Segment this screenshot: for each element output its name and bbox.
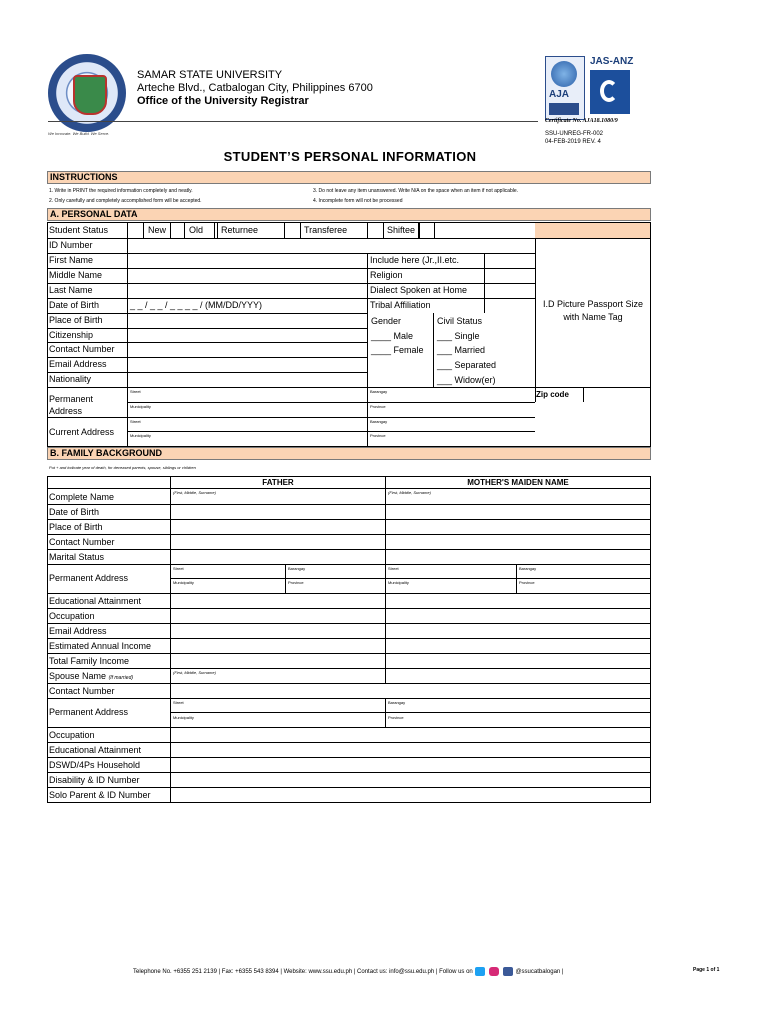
row-line <box>47 534 651 535</box>
jas-anz-label: JAS-ANZ <box>590 56 634 67</box>
father-header: FATHER <box>262 478 294 487</box>
gender-label: Gender <box>371 316 402 326</box>
globe-icon <box>551 61 577 87</box>
status-new-label: New <box>148 225 167 235</box>
mother-barangay-hint: Barangay <box>519 566 537 571</box>
spouse-row-contact: Contact Number <box>49 686 115 696</box>
family-row-pob: Place of Birth <box>49 522 103 532</box>
facebook-icon[interactable] <box>503 967 513 976</box>
instagram-icon[interactable] <box>489 967 499 976</box>
footer-handle: @ssucatbalogan | <box>515 969 564 976</box>
row-line <box>47 787 651 788</box>
col-line <box>385 698 386 728</box>
family-row-contact: Contact Number <box>49 537 115 547</box>
row-line <box>47 698 651 699</box>
row-line <box>47 757 651 758</box>
father-street-hint: Street <box>173 566 184 571</box>
spouse-name-hint: (First, Middle, Surname) <box>173 670 216 675</box>
university-address: Arteche Blvd., Catbalogan City, Philippines 6700 <box>137 82 373 94</box>
id-picture-box[interactable]: I.D Picture Passport Size with Name Tag <box>542 299 644 322</box>
row-line <box>170 712 651 713</box>
aja-label: AJA <box>549 89 570 100</box>
status-row-fill <box>535 223 650 238</box>
family-row-total-income: Total Family Income <box>49 656 130 666</box>
spouse-province-hint: Province <box>388 715 404 720</box>
family-row-income: Estimated Annual Income <box>49 641 152 651</box>
page-title: STUDENT’S PERSONAL INFORMATION <box>223 149 477 164</box>
spouse-street-hint: Street <box>173 700 184 705</box>
civil-separated-option[interactable]: ___ Separated <box>437 360 497 370</box>
instruction-2: 2. Only carefully and completely accomplished form will be accepted. <box>49 198 202 204</box>
status-transferee-label: Transferee <box>304 225 348 235</box>
instruction-3: 3. Do not leave any item unanswered. Write N/A on the space when an item if not applicable. <box>313 188 519 194</box>
mother-header: MOTHER'S MAIDEN NAME <box>467 478 569 487</box>
twitter-icon[interactable] <box>475 967 485 976</box>
col-line <box>127 387 128 447</box>
field-dialect: Dialect Spoken at Home <box>370 285 468 295</box>
mother-street-hint: Street <box>388 566 399 571</box>
instructions-heading: INSTRUCTIONS <box>47 171 651 184</box>
civil-widow-option[interactable]: ___ Widow(er) <box>437 375 496 385</box>
col-line <box>285 564 286 593</box>
row-line <box>47 653 651 654</box>
curr-municipality-hint: Municipality <box>130 433 151 438</box>
field-place-of-birth: Place of Birth <box>49 315 103 325</box>
col-line <box>367 253 368 387</box>
header-rule <box>48 121 538 122</box>
row-dswd-4ps: DSWD/4Ps Household <box>49 760 141 770</box>
row-line <box>47 638 651 639</box>
row-line <box>47 253 535 254</box>
footer-contact <box>133 967 563 976</box>
row-line <box>47 268 535 269</box>
field-first-name: First Name <box>49 255 94 265</box>
row-line <box>47 623 651 624</box>
certificate-number: Certificate No. AJA18.1080/9 <box>545 118 618 124</box>
row-line <box>47 387 651 388</box>
col-line <box>170 476 171 803</box>
row-line <box>47 504 651 505</box>
row-line <box>47 313 367 314</box>
field-nationality: Nationality <box>49 374 92 384</box>
office-name: Office of the University Registrar <box>137 95 309 107</box>
dob-format-hint[interactable]: _ _ / _ _ / _ _ _ _ / (MM/DD/YYY) <box>130 300 263 310</box>
spouse-row-occupation: Occupation <box>49 730 95 740</box>
spouse-barangay-hint: Barangay <box>388 700 406 705</box>
perm-province-hint: Province <box>370 404 386 409</box>
row-solo-parent: Solo Parent & ID Number <box>49 790 151 800</box>
col-line <box>484 253 485 313</box>
status-shiftee-label: Shiftee <box>387 225 416 235</box>
row-line <box>127 431 535 432</box>
civil-status-label: Civil Status <box>437 316 483 326</box>
row-line <box>47 549 651 550</box>
row-line <box>47 417 535 418</box>
aja-band <box>549 103 579 115</box>
col-line <box>433 313 434 387</box>
spouse-municipality-hint: Municipality <box>173 715 194 720</box>
field-citizenship: Citizenship <box>49 330 94 340</box>
gender-male-option[interactable]: ____ Male <box>371 331 414 341</box>
status-returnee-label: Returnee <box>221 225 259 235</box>
row-line <box>47 328 367 329</box>
row-line <box>47 727 651 728</box>
spouse-note: (If married) <box>108 675 134 681</box>
family-row-complete-name: Complete Name <box>49 492 115 502</box>
seal-shield-icon <box>73 75 107 115</box>
father-barangay-hint: Barangay <box>288 566 306 571</box>
field-last-name: Last Name <box>49 285 93 295</box>
row-disability: Disability & ID Number <box>49 775 140 785</box>
civil-single-option[interactable]: ___ Single <box>437 331 480 341</box>
spouse-name-text: Spouse Name <box>49 671 107 681</box>
row-line <box>47 668 651 669</box>
col-line <box>583 387 584 402</box>
form-revision: 04-FEB-2019 REV. 4 <box>545 139 601 145</box>
mother-name-hint: (First, Middle, Surname) <box>388 490 431 495</box>
col-line <box>385 476 386 683</box>
spouse-name-label <box>49 671 133 683</box>
mother-province-hint: Province <box>519 580 535 585</box>
family-row-email: Email Address <box>49 626 107 636</box>
family-note: Put + and indicate year of death, for deceased parents, spouse, siblings or children <box>49 465 196 470</box>
row-line <box>47 357 367 358</box>
curr-street-hint: Street <box>130 419 141 424</box>
father-name-hint: (First, Middle, Surname) <box>173 490 216 495</box>
field-religion: Religion <box>370 270 403 280</box>
spouse-row-address: Permanent Address <box>49 707 129 717</box>
family-row-occupation: Occupation <box>49 611 95 621</box>
row-line <box>47 772 651 773</box>
row-line <box>47 593 651 594</box>
row-line <box>47 283 535 284</box>
father-province-hint: Province <box>288 580 304 585</box>
civil-married-option[interactable]: ___ Married <box>437 345 486 355</box>
aja-cert-logo <box>545 56 585 120</box>
curr-province-hint: Province <box>370 433 386 438</box>
family-row-address: Permanent Address <box>49 573 129 583</box>
row-line <box>47 372 367 373</box>
family-row-marital: Marital Status <box>49 552 105 562</box>
personal-data-heading: A. PERSONAL DATA <box>47 208 651 221</box>
row-line <box>47 608 651 609</box>
row-line <box>47 488 651 489</box>
field-suffix: Include here (Jr.,II.etc. <box>370 255 460 265</box>
zip-code-label: Zip code <box>536 390 569 399</box>
field-contact-number: Contact Number <box>49 344 115 354</box>
motto: We Innovate. We Build. We Serve. <box>48 131 110 136</box>
university-block <box>137 69 373 108</box>
university-name: SAMAR STATE UNIVERSITY <box>137 69 283 81</box>
row-line <box>127 402 535 403</box>
row-line <box>47 742 651 743</box>
col-line <box>516 564 517 593</box>
row-line <box>170 578 651 579</box>
field-tribal-affiliation: Tribal Affiliation <box>370 300 431 310</box>
family-row-education: Educational Attainment <box>49 596 142 606</box>
family-row-dob: Date of Birth <box>49 507 100 517</box>
father-municipality-hint: Municipality <box>173 580 194 585</box>
instruction-1: 1. Write in PRINT the required information completely and neatly. <box>49 188 193 194</box>
row-line <box>47 564 651 565</box>
perm-street-hint: Street <box>130 389 141 394</box>
current-address-label: Current Address <box>49 427 115 437</box>
jas-anz-logo <box>590 70 630 114</box>
row-line <box>47 298 535 299</box>
row-line <box>47 342 367 343</box>
form-code: SSU-UNREG-FR-002 <box>545 131 604 137</box>
field-middle-name: Middle Name <box>49 270 103 280</box>
footer-text: Telephone No. +6355 251 2139 | Fax: +6355 543 8394 | Website: www.ssu.edu.ph | Contact us: info@ssu.edu.ph | Follow us on <box>133 969 473 976</box>
family-background-heading: B. FAMILY BACKGROUND <box>47 447 651 460</box>
field-id-number: ID Number <box>49 240 93 250</box>
curr-barangay-hint: Barangay <box>370 419 388 424</box>
row-line <box>47 683 651 684</box>
status-old-label: Old <box>189 225 204 235</box>
label-divider <box>127 222 128 387</box>
row-line <box>47 519 651 520</box>
student-status-label: Student Status <box>49 225 109 235</box>
perm-barangay-hint: Barangay <box>370 389 388 394</box>
personal-data-table <box>47 222 651 447</box>
page-number: Page 1 of 1 <box>693 967 720 973</box>
field-date-of-birth: Date of Birth <box>49 300 100 310</box>
field-email-address: Email Address <box>49 359 107 369</box>
permanent-address-label: Permanent Address <box>49 394 94 416</box>
mother-municipality-hint: Municipality <box>388 580 409 585</box>
instruction-4: 4. Incomplete form will not be processed <box>313 198 403 204</box>
perm-municipality-hint: Municipality <box>130 404 151 409</box>
spouse-row-education: Educational Attainment <box>49 745 142 755</box>
status-shiftee-check[interactable] <box>419 222 435 239</box>
col-line <box>367 387 368 447</box>
gender-female-option[interactable]: ____ Female <box>371 345 424 355</box>
form-code-block <box>545 130 603 146</box>
